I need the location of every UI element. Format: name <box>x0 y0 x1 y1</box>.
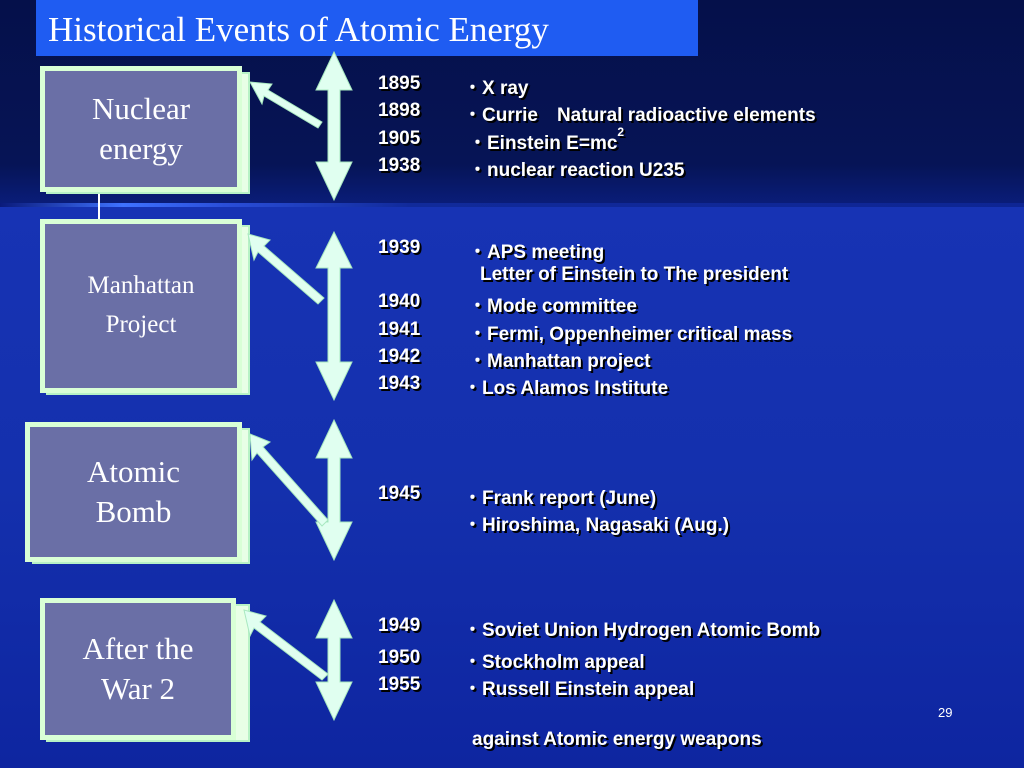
event-text <box>468 125 625 155</box>
event-text: against Atomic energy weapons <box>472 729 762 750</box>
event-text: ・Russell Einstein appeal <box>463 679 695 700</box>
section-label-line: Manhattan <box>87 272 195 300</box>
event-text: ・nuclear reaction U235 <box>468 160 685 181</box>
event-year: 1950 <box>378 647 421 668</box>
diagonal-pointer-arrow-icon <box>250 434 328 526</box>
event-text: ・Soviet Union Hydrogen Atomic Bomb <box>463 620 821 641</box>
event-text: Letter of Einstein to The president <box>480 264 789 285</box>
event-text: ・Stockholm appeal <box>463 652 645 673</box>
vertical-double-arrow-icon <box>316 52 352 200</box>
section-label-line: Atomic <box>87 453 180 489</box>
event-year: 1949 <box>378 615 421 636</box>
event-year: 1945 <box>378 483 421 504</box>
diagonal-pointer-arrow-icon <box>250 82 322 128</box>
event-text: ・Los Alamos Institute <box>463 378 669 399</box>
event-year: 1943 <box>378 373 421 394</box>
event-text: ・X ray <box>463 78 529 99</box>
event-text: ・Hiroshima, Nagasaki (Aug.) <box>463 515 730 536</box>
event-year: 1938 <box>378 155 421 176</box>
diagonal-pointer-arrow-icon <box>248 234 324 304</box>
event-text-main: ・Einstein E=mc <box>468 133 618 154</box>
vertical-double-arrow-icon <box>316 600 352 720</box>
event-year: 1905 <box>378 128 421 149</box>
section-label-line: energy <box>99 131 183 166</box>
event-year: 1898 <box>378 100 421 121</box>
diagonal-pointer-arrow-icon <box>244 610 328 680</box>
section-label-line: Nuclear <box>91 90 191 126</box>
event-year: 1942 <box>378 346 421 367</box>
section-label-line: Bomb <box>95 494 172 529</box>
event-text: ・Currie Natural radioactive elements <box>463 105 816 126</box>
event-text: ・Manhattan project <box>468 351 651 372</box>
section-label-line: War 2 <box>100 671 176 706</box>
event-text: ・Frank report (June) <box>463 488 657 509</box>
event-year: 1895 <box>378 73 421 94</box>
event-year: 1955 <box>378 674 421 695</box>
event-year: 1941 <box>378 319 421 340</box>
event-year: 1939 <box>378 237 421 258</box>
section-label-line: Project <box>105 311 177 338</box>
vertical-double-arrow-icon <box>316 420 352 560</box>
superscript: 2 <box>617 125 625 139</box>
slide-title: Historical Events of Atomic Energy <box>48 10 549 49</box>
section-label-line: After the <box>82 630 194 666</box>
event-year: 1940 <box>378 291 421 312</box>
page-number: 29 <box>938 705 953 720</box>
vertical-double-arrow-icon <box>316 232 352 400</box>
event-text: ・Mode committee <box>468 296 637 317</box>
event-text: ・Fermi, Oppenheimer critical mass <box>468 324 793 345</box>
event-text: ・APS meeting <box>468 242 605 263</box>
